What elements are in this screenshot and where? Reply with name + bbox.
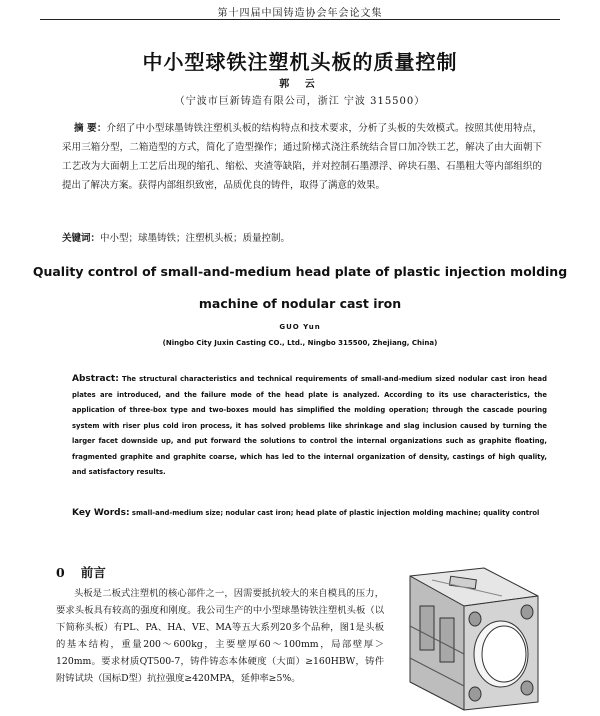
paper-title-en-line2: machine of nodular cast iron <box>198 296 402 311</box>
section-title: 前言 <box>80 565 106 580</box>
abstract-en-label: Abstract: <box>72 374 119 384</box>
keywords-en-text: small-and-medium size; nodular cast iron; head plate of plastic injection molding machine; quality control <box>131 509 540 517</box>
running-header: 第十四届中国铸造协会年会论文集 <box>217 8 383 19</box>
keywords-en-label: Key Words: <box>72 508 130 518</box>
section-heading <box>56 563 106 581</box>
header-rule <box>40 19 560 20</box>
author-cn: 郭 云 <box>279 79 321 90</box>
abstract-cn-text: 介绍了中小型球墨铸铁注塑机头板的结构特点和技术要求，分析了头板的失效模式。按照其使用特点，采用三箱分型，二箱造型的方式，简化了造型操作；通过阶梯式浇注系统结合冒口加冷铁工艺，解决了由大面朝下工艺改为大面朝上工艺后出现的缩孔、缩松、夹渣等缺陷，并对控制石墨漂浮、碎块石墨、石墨粗大等内部组织的提出了解决方案。获得内部组织致密，品质优良的铸件，取得了满意的效果。 <box>62 123 542 191</box>
abstract-cn <box>62 119 542 195</box>
keywords-en <box>72 506 547 522</box>
head-plate-casting-icon <box>392 566 542 712</box>
abstract-en-text: The structural characteristics and technical requirements of small-and-medium sized nodular cast iron head plates are introduced, and the failure mode of the head plate is analyzed. According to its use characteristics, the application of three-box type and two-boxes mould has simplified the molding operation; through the cascade pouring system with riser plus cold iron process, it has solved problems like shrinkage and slag inclusion caused by turning the larger facet downside up, and put forward the solutions to control the internal organizations such as graphite floating, fragmented graphite and graphite coarse, which has led to the internal organization of density, castings of high quality, and satisfactory results. <box>72 375 547 476</box>
keywords-cn-label: 关键词： <box>62 233 101 244</box>
affiliation-en: (Ningbo City Juxin Casting CO., Ltd., Ningbo 315500, Zhejiang, China) <box>162 339 438 347</box>
keywords-cn <box>62 230 542 244</box>
affiliation-cn: （宁波市巨新铸造有限公司，浙江 宁波 315500） <box>174 96 426 107</box>
section-number: 0 <box>56 565 65 580</box>
intro-paragraph: 头板是二板式注塑机的核心部件之一，因需要抵抗较大的来自模具的压力，要求头板具有较高的强度和刚度。我公司生产的中小型球墨铸铁注塑机头板（以下简称头板）有PL、PA、HA、VE、MA等五大系列20多个品种，图1是头板的基本结构，重量200～600kg，主要壁厚60～100mm，局部壁厚＞120mm。要求材质QT500-7，铸件铸态本体硬度（大面）≥160HBW，铸件附铸试块（国标D型）抗拉强度≥420MPA，延伸率≥5%。 <box>56 588 384 684</box>
abstract-cn-label: 摘 要： <box>74 123 107 134</box>
keywords-cn-text: 中小型；球墨铸铁；注塑机头板；质量控制。 <box>100 233 291 244</box>
author-en: GUO Yun <box>279 323 321 331</box>
paper-title-cn: 中小型球铁注塑机头板的质量控制 <box>142 50 458 74</box>
paper-title-en-line1: Quality control of small-and-medium head plate of plastic injection molding <box>32 264 568 279</box>
head-plate-drawing <box>392 566 542 712</box>
abstract-en <box>72 372 547 481</box>
